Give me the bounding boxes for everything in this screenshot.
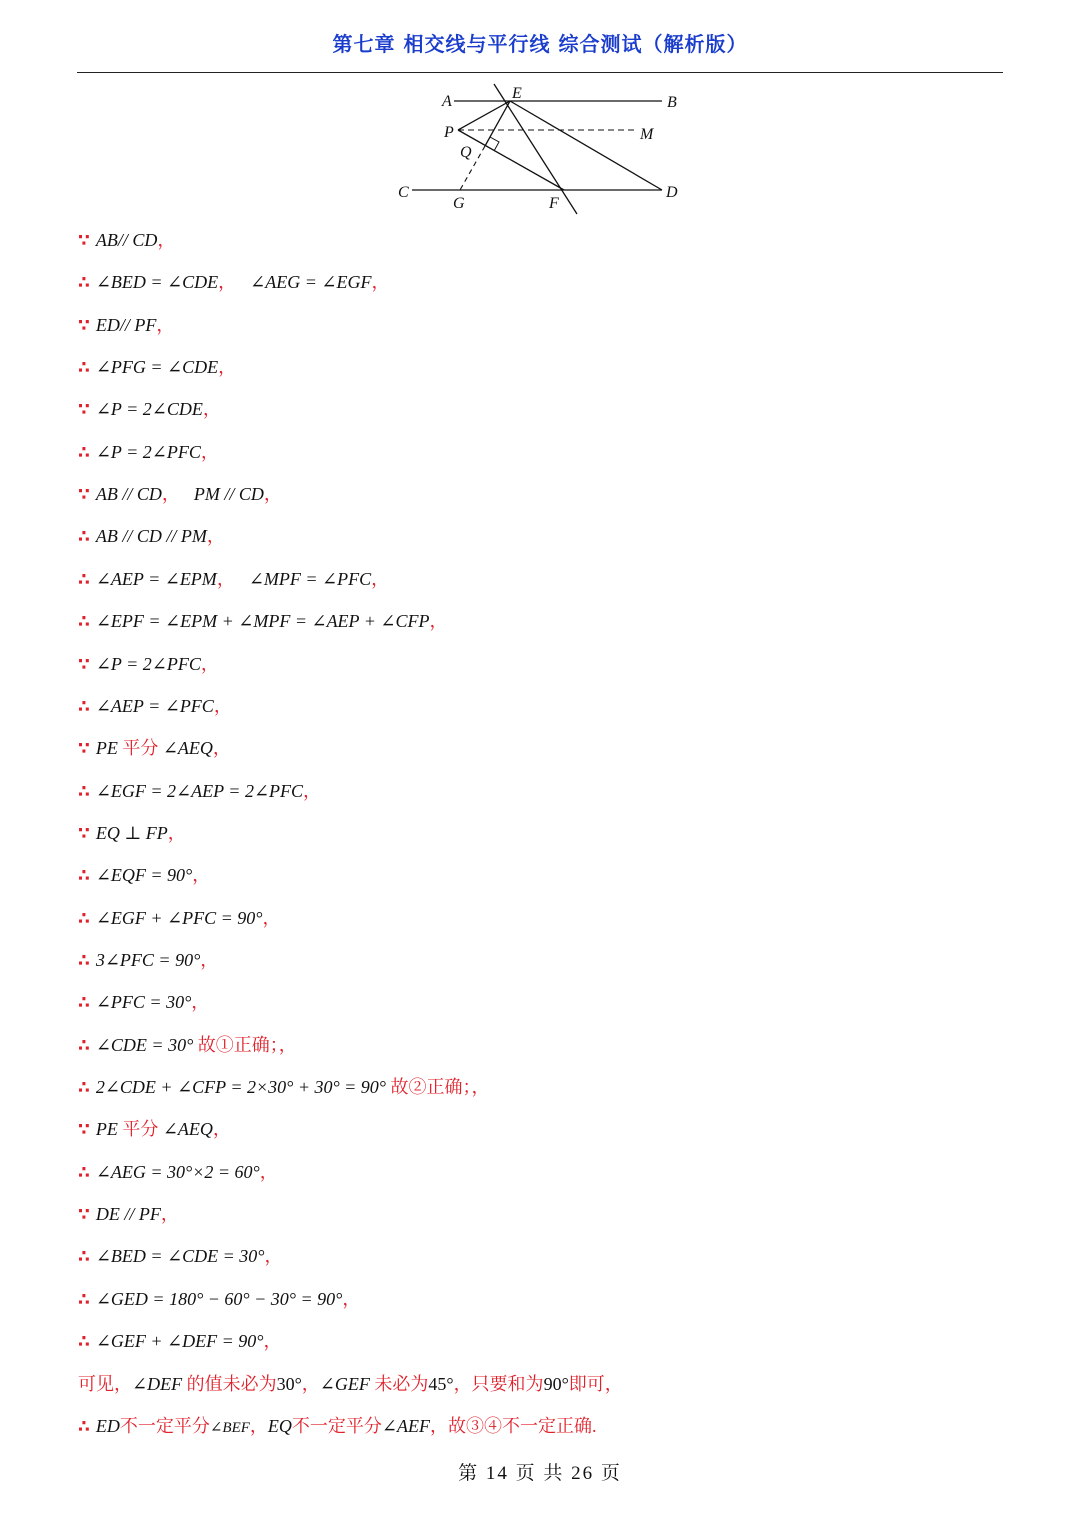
proof-step: ∴ ∠AEP = ∠EPM， ∠MPF = ∠PFC， <box>78 568 390 590</box>
proof-step: ∵ DE // PF， <box>78 1204 179 1226</box>
proof-step: ∵ AB // CD， PM // CD， <box>78 484 282 506</box>
proof-step: ∴ ∠GED = 180° − 60° − 30° = 90°， <box>78 1288 361 1310</box>
proof-step: ∴ ∠EQF = 90°， <box>78 865 211 887</box>
page-header-title: 第七章 相交线与平行线 综合测试（解析版） <box>332 32 748 56</box>
proof-step: ∵ ∠P = 2∠CDE， <box>78 399 221 421</box>
proof-step: ∴ ∠BED = ∠CDE = 30°， <box>78 1246 283 1268</box>
label-a: A <box>442 93 452 110</box>
geometry-figure <box>394 82 686 218</box>
proof-step: ∴ 3∠PFC = 90°， <box>78 949 219 971</box>
label-f: F <box>549 195 559 212</box>
proof-step: ∴ ∠EGF = 2∠AEP = 2∠PFC， <box>78 780 322 802</box>
page-footer: 第 14 页 共 26 页 <box>458 1463 622 1484</box>
proof-step: ∴ ∠P = 2∠PFC， <box>78 441 219 463</box>
proof-step: ∴ ∠EPF = ∠EPM + ∠MPF = ∠AEP + ∠CFP， <box>78 611 448 633</box>
proof-step: ∴ ∠PFC = 30°， <box>78 992 210 1014</box>
label-q: Q <box>460 144 472 161</box>
conclusion-line-2: ∴ ED不一定平分∠BEF，EQ不一定平分∠AEF，故③④不一定正确. <box>78 1416 597 1437</box>
proof-step: ∴ ∠PFG = ∠CDE， <box>78 357 237 379</box>
label-b: B <box>667 94 677 111</box>
proof-step: ∵ ∠P = 2∠PFC， <box>78 653 219 675</box>
proof-step: ∵ AB// CD， <box>78 230 176 251</box>
proof-step: ∴ ∠BED = ∠CDE， ∠AEG = ∠EGF， <box>78 272 390 294</box>
proof-step: ∴ ∠AEP = ∠PFC， <box>78 695 232 717</box>
label-e: E <box>512 85 522 102</box>
proof-step: ∵ ED// PF， <box>78 314 175 336</box>
proof-step: ∴ 2∠CDE + ∠CFP = 2×30° + 30° = 90° 故②正确；， <box>78 1077 490 1098</box>
proof-step: ∵ PE 平分 ∠AEQ， <box>78 1119 231 1141</box>
label-d: D <box>666 184 678 201</box>
proof-step: ∴ ∠GEF + ∠DEF = 90°， <box>78 1331 282 1353</box>
proof-step: ∵ EQ ⊥ FP， <box>78 822 186 844</box>
proof-step: ∴ ∠CDE = 30° 故①正确；， <box>78 1034 297 1056</box>
proof-step: ∴ AB // CD // PM， <box>78 526 225 548</box>
label-g: G <box>453 195 465 212</box>
line-pf <box>458 130 564 190</box>
header-divider <box>77 72 1003 73</box>
label-m: M <box>640 126 654 143</box>
proof-step: ∴ ∠AEG = 30°×2 = 60°， <box>78 1161 278 1183</box>
label-c: C <box>398 184 409 201</box>
proof-step: ∴ ∠EGF + ∠PFC = 90°， <box>78 907 281 929</box>
label-p: P <box>444 124 454 141</box>
proof-step: ∵ PE 平分 ∠AEQ， <box>78 738 231 760</box>
conclusion-line-1: 可见，∠DEF 的值未必为30°，∠GEF 未必为45°，只要和为90°即可， <box>78 1374 623 1394</box>
